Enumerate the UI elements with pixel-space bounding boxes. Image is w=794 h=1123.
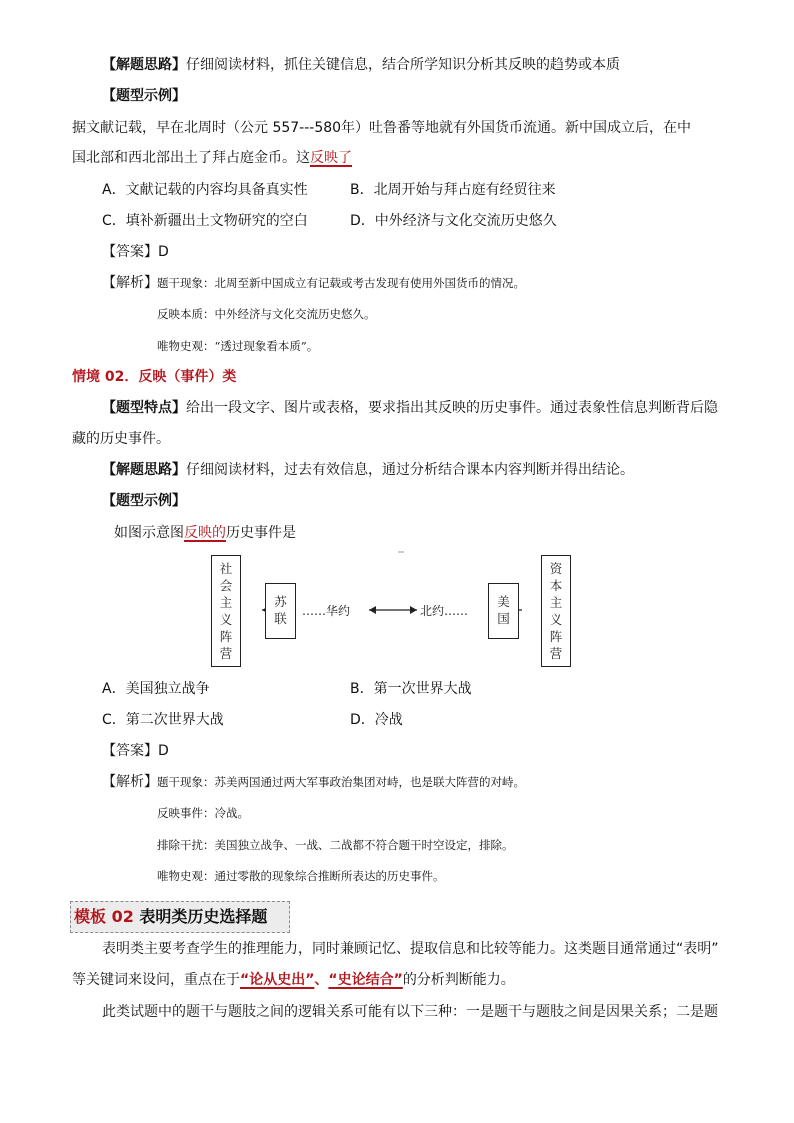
solution-idea-line-2: 【解题思路】仔细阅读材料，过去有效信息，通过分析结合课本内容判断并得出结论。 bbox=[102, 462, 634, 478]
analysis-2-line-2: 反映事件：冷战。 bbox=[157, 806, 249, 820]
socialist-camp-label: 社 会 主 义 阵 营 bbox=[219, 561, 233, 661]
usa-box bbox=[488, 583, 519, 639]
usa-label: 美 国 bbox=[497, 594, 510, 626]
question-2: 如图示意图反映的历史事件是 bbox=[114, 525, 296, 541]
analysis-line-2: 反映本质：中外经济与文化交流历史悠久。 bbox=[157, 307, 376, 321]
analysis-tag: 【解析】 bbox=[102, 275, 158, 291]
example-tag-2: 【题型示例】 bbox=[102, 493, 186, 509]
analysis-line-1: 题干现象：北周至新中国成立有记载或考古发现有使用外国货币的情况。 bbox=[157, 276, 525, 290]
question-line-2: 国北部和西北部出土了拜占庭金币。这反映了 bbox=[72, 150, 352, 166]
answer-2: 【答案】D bbox=[102, 743, 169, 759]
question-line-1: 据文献记载，早在北周时（公元 557---580年）吐鲁番等地就有外国货币流通。新中国成立后，在中 bbox=[72, 120, 692, 136]
analysis-2-line-1: 题干现象：苏美两国通过两大军事政治集团对峙，也是联大阵营的对峙。 bbox=[157, 775, 525, 789]
option-c-2: C．第二次世界大战 bbox=[102, 712, 224, 728]
section-title: 情境 02．反映（事件）类 bbox=[72, 369, 237, 385]
analysis-2-line-4: 唯物史观：通过零散的现象综合推断所表达的历史事件。 bbox=[157, 869, 445, 883]
capitalist-camp-label: 资 本 主 义 阵 营 bbox=[549, 561, 563, 661]
soviet-union-box bbox=[265, 583, 296, 639]
keyword-lun-cong-shi-chu: “论从史出” bbox=[240, 972, 315, 988]
template-para-1a: 表明类主要考查学生的推理能力，同时兼顾记忆、提取信息和比较等能力。这类题目通常通过“表明” bbox=[102, 941, 719, 957]
option-b-2: B．第一次世界大战 bbox=[350, 681, 472, 697]
template-para-2: 此类试题中的题干与题肢之间的逻辑关系可能有以下三种：一是题干与题肢之间是因果关系；二是题 bbox=[102, 1004, 718, 1020]
feature-tag: 【题型特点】 bbox=[102, 400, 186, 416]
keyword-reflect-2: 反映的 bbox=[184, 525, 226, 541]
cold-war-diagram bbox=[205, 550, 580, 670]
option-b: B．北周开始与拜占庭有经贸往来 bbox=[350, 182, 556, 198]
example-tag: 【题型示例】 bbox=[102, 88, 186, 104]
feature-line-1: 【题型特点】给出一段文字、图片或表格，要求指出其反映的历史事件。通过表象性信息判断背后隐 bbox=[102, 400, 718, 416]
warsaw-pact-label: ……华约 bbox=[302, 604, 351, 618]
analysis-line-3: 唯物史观：“透过现象看本质”。 bbox=[157, 339, 319, 353]
diagram-arrows bbox=[205, 550, 580, 670]
keyword-shi-lun-jie-he: “史论结合” bbox=[328, 972, 403, 988]
solution-idea-line bbox=[102, 55, 620, 75]
socialist-camp-box bbox=[211, 555, 241, 667]
template-title: 表明类历史选择题 bbox=[139, 907, 268, 926]
option-a: A．文献记载的内容均具备真实性 bbox=[102, 182, 308, 198]
feature-line-2: 藏的历史事件。 bbox=[72, 431, 170, 447]
option-a-2: A．美国独立战争 bbox=[102, 681, 210, 697]
soviet-union-label: 苏 联 bbox=[274, 594, 287, 626]
answer: 【答案】D bbox=[102, 244, 169, 260]
template-para-1b: 等关键词来设问，重点在于“论从史出”、“史论结合”的分析判断能力。 bbox=[72, 972, 515, 988]
capitalist-camp-box bbox=[541, 555, 571, 667]
solution-idea-text: 仔细阅读材料，抓住关键信息，结合所学知识分析其反映的趋势或本质 bbox=[186, 57, 620, 73]
solution-idea-tag-2: 【解题思路】 bbox=[102, 462, 186, 478]
analysis-tag-2: 【解析】 bbox=[102, 774, 158, 790]
solution-idea-tag: 【解题思路】 bbox=[102, 57, 186, 73]
analysis-2-line-3: 排除干扰：美国独立战争、一战、二战都不符合题干时空设定，排除。 bbox=[157, 838, 514, 852]
option-c: C．填补新疆出土文物研究的空白 bbox=[102, 213, 308, 229]
option-d-2: D．冷战 bbox=[350, 712, 403, 728]
option-d: D．中外经济与文化交流历史悠久 bbox=[350, 213, 557, 229]
nato-label: 北约…… bbox=[420, 604, 469, 618]
template-label: 模板 02 bbox=[74, 907, 134, 926]
template-heading bbox=[74, 906, 267, 928]
keyword-reflect: 反映了 bbox=[310, 150, 352, 166]
